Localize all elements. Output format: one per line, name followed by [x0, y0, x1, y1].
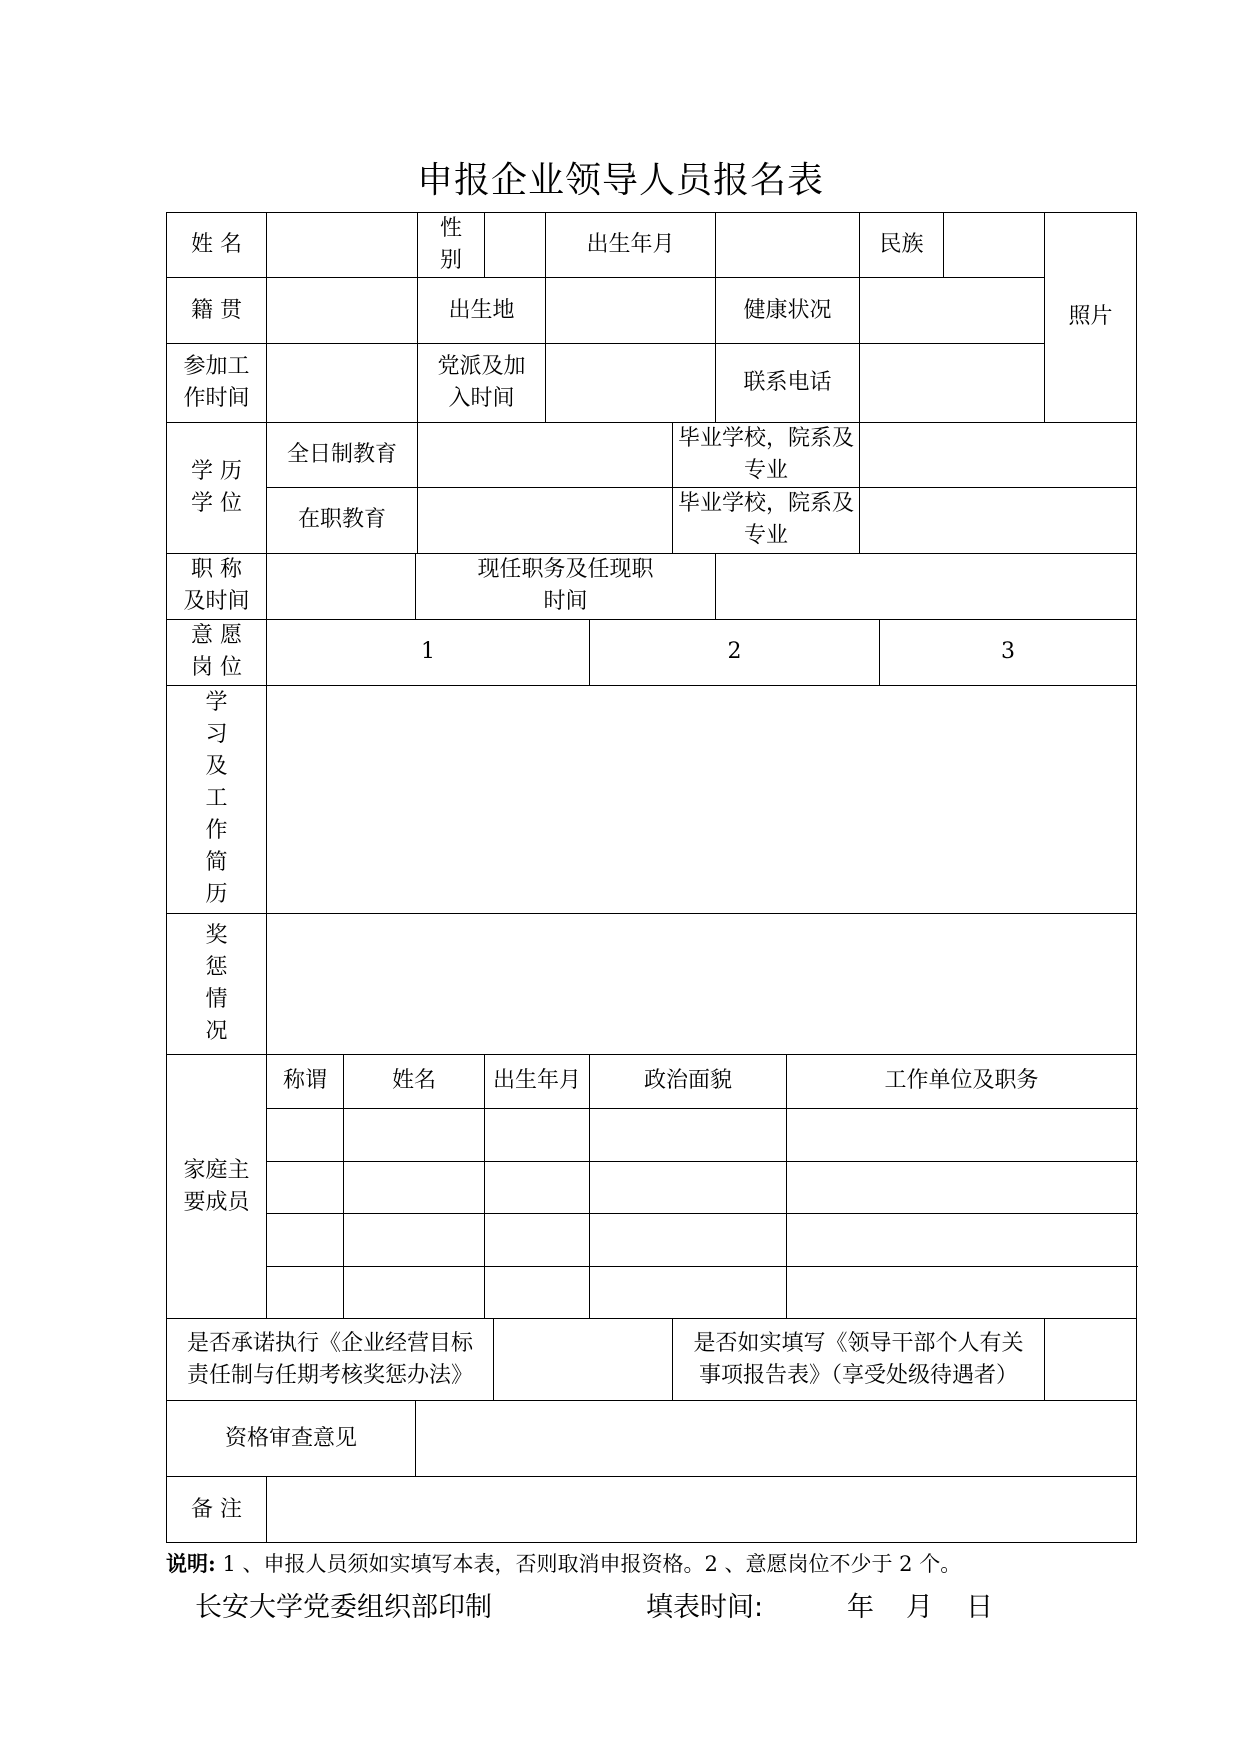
family-header-name: 姓名: [344, 1055, 485, 1108]
fill-date-year: 年: [847, 1592, 874, 1623]
inservice-education-field[interactable]: [418, 488, 673, 553]
name-field[interactable]: [267, 213, 418, 278]
birthplace-field[interactable]: [546, 278, 716, 343]
resume-field[interactable]: [267, 685, 1137, 914]
family-cell[interactable]: [267, 1266, 344, 1318]
ethnicity-label: 民族: [860, 213, 944, 278]
family-cell[interactable]: [787, 1214, 1137, 1266]
note-prefix: 说明:: [166, 1551, 216, 1576]
desired-positions-label: 意 愿 岗 位: [167, 620, 267, 685]
family-cell[interactable]: [344, 1162, 485, 1214]
inservice-school-field[interactable]: [860, 488, 1137, 553]
gender-label: 性别: [418, 213, 485, 278]
fill-date-label: 填表时间:: [646, 1592, 764, 1623]
photo-box[interactable]: 照片: [1045, 213, 1137, 423]
birth-date-label: 出生年月: [546, 213, 716, 278]
phone-field[interactable]: [860, 343, 1045, 422]
family-cell[interactable]: [485, 1266, 590, 1318]
commitment-label-1: 是否承诺执行《企业经营目标责任制与任期考核奖惩办法》: [167, 1319, 494, 1401]
family-cell[interactable]: [787, 1108, 1137, 1161]
family-header-relation: 称谓: [267, 1055, 344, 1108]
desired-position-3[interactable]: 3: [880, 620, 1137, 685]
instructions-note: [166, 1548, 961, 1578]
qualification-review-label: 资格审查意见: [167, 1400, 416, 1477]
commitment-field-2[interactable]: [1045, 1319, 1137, 1401]
current-position-field[interactable]: [716, 553, 1137, 620]
family-cell[interactable]: [590, 1214, 787, 1266]
awards-field[interactable]: [267, 914, 1137, 1055]
fulltime-education-field[interactable]: [418, 422, 673, 487]
fulltime-school-field[interactable]: [860, 422, 1137, 487]
inservice-education-label: 在职教育: [267, 488, 418, 553]
gender-field[interactable]: [485, 213, 546, 278]
inservice-school-label: 毕业学校，院系及专业: [673, 488, 860, 553]
family-cell[interactable]: [344, 1108, 485, 1161]
family-cell[interactable]: [590, 1266, 787, 1318]
printed-by: 长安大学党委组织部印制: [195, 1592, 492, 1623]
family-header-employer: 工作单位及职务: [787, 1055, 1137, 1108]
family-cell[interactable]: [344, 1214, 485, 1266]
fill-date-month: 月: [906, 1592, 933, 1623]
family-cell[interactable]: [485, 1214, 590, 1266]
qualification-review-field[interactable]: [416, 1400, 1137, 1477]
family-header-birth: 出生年月: [485, 1055, 590, 1108]
name-label: 姓 名: [167, 213, 267, 278]
family-row: [167, 1214, 1137, 1266]
desired-position-1[interactable]: 1: [267, 620, 590, 685]
commitment-field-1[interactable]: [494, 1319, 673, 1401]
birthplace-label: 出生地: [418, 278, 546, 343]
professional-title-field[interactable]: [267, 553, 416, 620]
native-place-label: 籍 贯: [167, 278, 267, 343]
commitment-label-2: 是否如实填写《领导干部个人有关事项报告表》（享受处级待遇者）: [673, 1319, 1045, 1401]
family-cell[interactable]: [590, 1108, 787, 1161]
fulltime-school-label: 毕业学校，院系及专业: [673, 422, 860, 487]
resume-label: 学习及工作简历: [167, 685, 267, 914]
family-row: [167, 1266, 1137, 1318]
birth-date-field[interactable]: [716, 213, 860, 278]
fulltime-education-label: 全日制教育: [267, 422, 418, 487]
native-place-field[interactable]: [267, 278, 418, 343]
family-cell[interactable]: [267, 1108, 344, 1161]
ethnicity-field[interactable]: [944, 213, 1045, 278]
desired-position-2[interactable]: 2: [590, 620, 880, 685]
family-header-political: 政治面貌: [590, 1055, 787, 1108]
family-cell[interactable]: [267, 1214, 344, 1266]
family-cell[interactable]: [344, 1266, 485, 1318]
family-cell[interactable]: [267, 1162, 344, 1214]
form-title: 申报企业领导人员报名表: [416, 160, 824, 201]
remarks-field[interactable]: [267, 1477, 1137, 1543]
family-cell[interactable]: [485, 1108, 590, 1161]
fill-date-day: 日: [966, 1592, 993, 1623]
phone-label: 联系电话: [716, 343, 860, 422]
education-label: 学 历 学 位: [167, 422, 267, 553]
party-label: 党派及加入时间: [418, 343, 546, 422]
family-cell[interactable]: [590, 1162, 787, 1214]
health-field[interactable]: [860, 278, 1045, 343]
remarks-label: 备 注: [167, 1477, 267, 1543]
family-cell[interactable]: [787, 1266, 1137, 1318]
work-start-label: 参加工作时间: [167, 343, 267, 422]
current-position-label: 现任职务及任现职时间: [416, 553, 716, 620]
professional-title-label: 职 称 及时间: [167, 553, 267, 620]
health-label: 健康状况: [716, 278, 860, 343]
family-row: [167, 1108, 1137, 1161]
family-cell[interactable]: [485, 1162, 590, 1214]
family-cell[interactable]: [787, 1162, 1137, 1214]
party-field[interactable]: [546, 343, 716, 422]
awards-label: 奖惩情况: [167, 914, 267, 1055]
family-label: 家庭主要成员: [167, 1055, 267, 1319]
family-row: [167, 1162, 1137, 1214]
note-text: 1 、申报人员须如实填写本表，否则取消申报资格。2 、意愿岗位不少于 2 个。: [215, 1552, 962, 1576]
work-start-field[interactable]: [267, 343, 418, 422]
application-form-table: [166, 212, 1137, 1543]
